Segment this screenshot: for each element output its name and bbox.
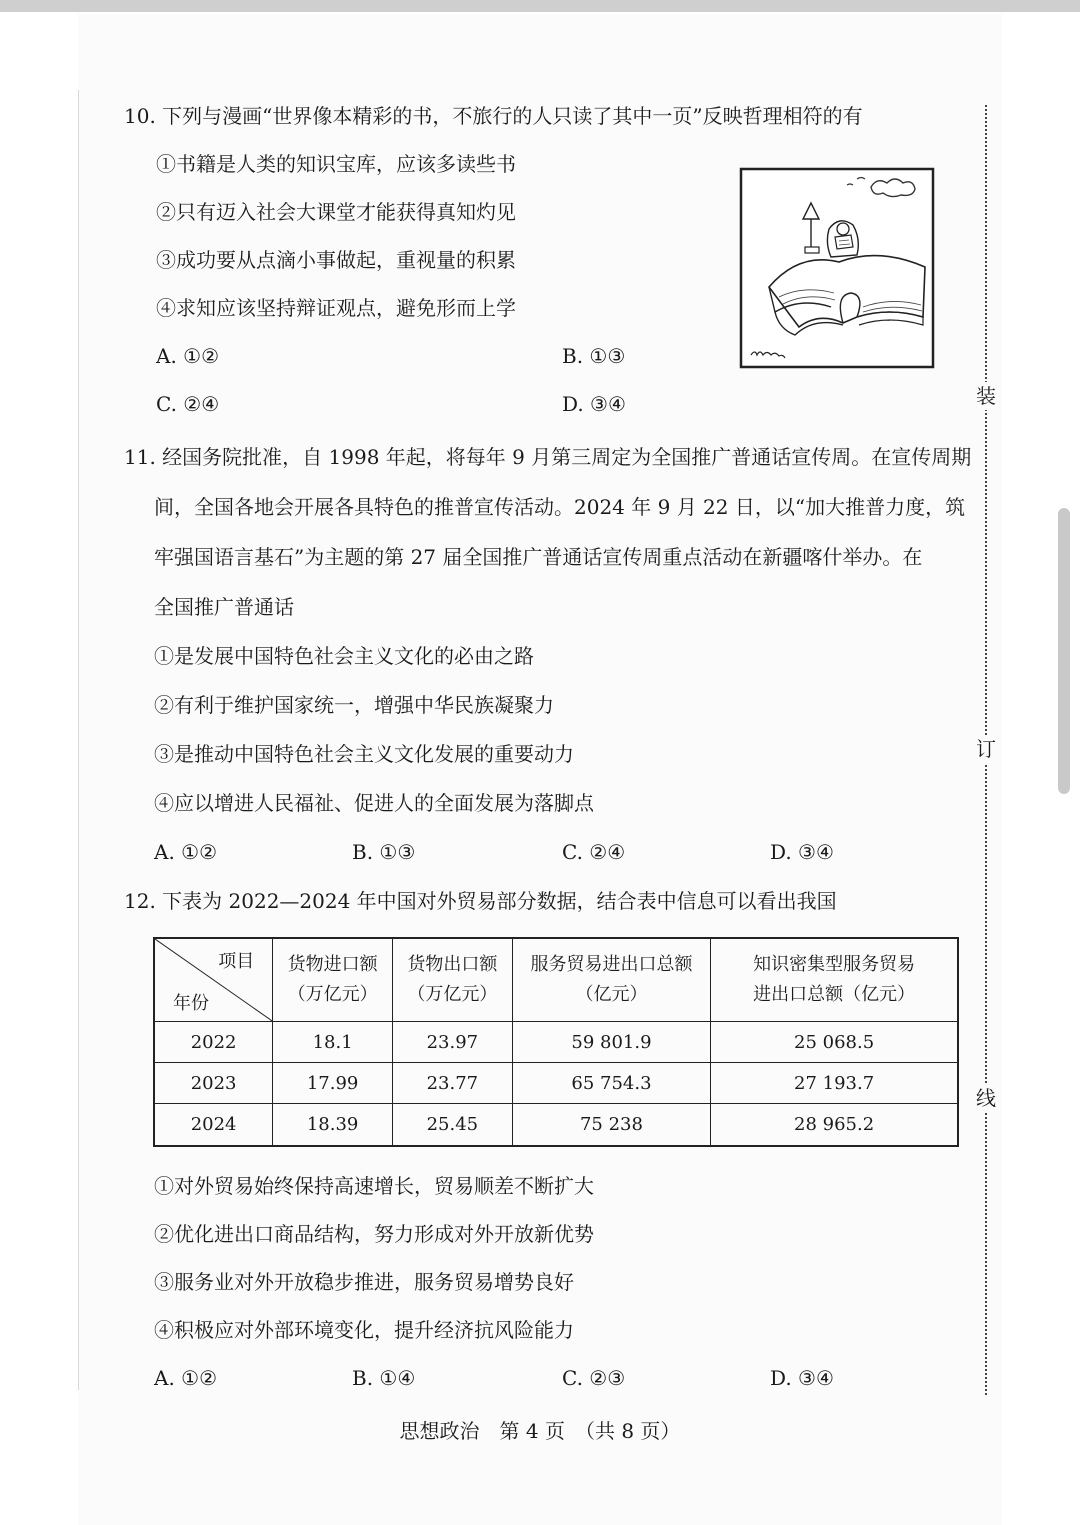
table-header-label: 货物出口额 bbox=[407, 954, 498, 975]
q12-item-3: ③服务业对外开放稳步推进，服务贸易增势良好 bbox=[154, 1270, 574, 1294]
table-cell: 59 801.9 bbox=[512, 1022, 710, 1063]
table-cell: 23.77 bbox=[392, 1063, 512, 1104]
table-corner-top: 项目 bbox=[218, 951, 255, 972]
q12-option-b: B. ①④ bbox=[352, 1366, 416, 1390]
q10-option-a: A. ①② bbox=[156, 344, 220, 368]
q11-option-b: B. ①③ bbox=[352, 840, 416, 864]
q11-item-1: ①是发展中国特色社会主义文化的必由之路 bbox=[154, 644, 534, 668]
q12-stem: 12. 下表为 2022—2024 年中国对外贸易部分数据，结合表中信息可以看出我国 bbox=[124, 889, 837, 913]
q11-stem-line-4: 全国推广普通话 bbox=[154, 595, 294, 619]
table-cell-year: 2024 bbox=[154, 1104, 273, 1146]
table-cell: 25.45 bbox=[392, 1104, 512, 1146]
q10-item-2: ②只有迈入社会大课堂才能获得真知灼见 bbox=[156, 200, 516, 224]
q12-item-1: ①对外贸易始终保持高速增长，贸易顺差不断扩大 bbox=[154, 1174, 594, 1198]
table-header-label: 货物进口额 bbox=[287, 954, 378, 975]
table-row bbox=[154, 1063, 958, 1104]
q12-option-c: C. ②③ bbox=[562, 1366, 626, 1390]
q11-item-4: ④应以增进人民福祉、促进人的全面发展为落脚点 bbox=[154, 791, 594, 815]
page-footer: 思想政治 第 4 页 （共 8 页） bbox=[399, 1419, 681, 1443]
q12-option-a: A. ①② bbox=[154, 1366, 218, 1390]
table-header-cell bbox=[392, 938, 512, 1022]
table-cell: 23.97 bbox=[392, 1022, 512, 1063]
q11-option-a: A. ①② bbox=[154, 840, 218, 864]
table-header-unit: （万亿元） bbox=[407, 984, 498, 1005]
table-cell: 25 068.5 bbox=[711, 1022, 958, 1063]
table-cell: 75 238 bbox=[512, 1104, 710, 1146]
q11-item-3: ③是推动中国特色社会主义文化发展的重要动力 bbox=[154, 742, 574, 766]
table-header-cell bbox=[512, 938, 710, 1022]
table-cell: 28 965.2 bbox=[711, 1104, 958, 1146]
binding-mark-zhuang: 装 bbox=[976, 384, 996, 408]
q10-stem: 10. 下列与漫画“世界像本精彩的书，不旅行的人只读了其中一页”反映哲理相符的有 bbox=[124, 104, 863, 128]
table-cell: 18.1 bbox=[273, 1022, 393, 1063]
table-header-unit: （亿元） bbox=[575, 984, 648, 1005]
page-left-edge bbox=[78, 90, 79, 1390]
table-cell: 17.99 bbox=[273, 1063, 393, 1104]
table-header-unit: （万亿元） bbox=[287, 984, 378, 1005]
q12-item-4: ④积极应对外部环境变化，提升经济抗风险能力 bbox=[154, 1318, 574, 1342]
binding-mark-ding: 订 bbox=[976, 737, 996, 761]
q10-item-3: ③成功要从点滴小事做起，重视量的积累 bbox=[156, 248, 516, 272]
q10-item-4: ④求知应该坚持辩证观点，避免形而上学 bbox=[156, 296, 516, 320]
table-cell-year: 2023 bbox=[154, 1063, 273, 1104]
table-header-unit: 进出口总额（亿元） bbox=[753, 984, 916, 1005]
table-corner-bottom: 年份 bbox=[173, 993, 209, 1014]
table-corner-cell bbox=[154, 938, 273, 1022]
binding-mark-xian: 线 bbox=[976, 1086, 996, 1110]
q11-stem-line-3: 牢强国语言基石”为主题的第 27 届全国推广普通话宣传周重点活动在新疆喀什举办。在 bbox=[154, 545, 923, 569]
cartoon-book-illustration bbox=[739, 167, 935, 369]
table-cell: 65 754.3 bbox=[512, 1063, 710, 1104]
q11-item-2: ②有利于维护国家统一，增强中华民族凝聚力 bbox=[154, 693, 554, 717]
table-cell: 18.39 bbox=[273, 1104, 393, 1146]
table-header-label: 服务贸易进出口总额 bbox=[530, 954, 693, 975]
q11-option-d: D. ③④ bbox=[770, 840, 834, 864]
table-cell-year: 2022 bbox=[154, 1022, 273, 1063]
q11-option-c: C. ②④ bbox=[562, 840, 626, 864]
q12-item-2: ②优化进出口商品结构，努力形成对外开放新优势 bbox=[154, 1222, 594, 1246]
top-bar bbox=[0, 0, 1080, 12]
table-header-row bbox=[154, 938, 958, 1022]
q11-stem-line-1: 11. 经国务院批准，自 1998 年起，将每年 9 月第三周定为全国推广普通话宣传周。在宣传周期 bbox=[124, 445, 972, 469]
table-row bbox=[154, 1022, 958, 1063]
table-header-cell bbox=[273, 938, 393, 1022]
table-header-cell bbox=[711, 938, 958, 1022]
q11-stem-line-2: 间，全国各地会开展各具特色的推普宣传活动。2024 年 9 月 22 日，以“加大推普力度，筑 bbox=[154, 495, 966, 519]
q10-option-d: D. ③④ bbox=[562, 392, 626, 416]
table-cell: 27 193.7 bbox=[711, 1063, 958, 1104]
table-header-label: 知识密集型服务贸易 bbox=[753, 954, 916, 975]
table-row bbox=[154, 1104, 958, 1146]
q10-item-1: ①书籍是人类的知识宝库，应该多读些书 bbox=[156, 152, 516, 176]
scrollbar-thumb[interactable] bbox=[1058, 508, 1070, 794]
q10-option-b: B. ①③ bbox=[562, 344, 626, 368]
trade-data-table bbox=[153, 937, 959, 1147]
q12-option-d: D. ③④ bbox=[770, 1366, 834, 1390]
q10-option-c: C. ②④ bbox=[156, 392, 220, 416]
